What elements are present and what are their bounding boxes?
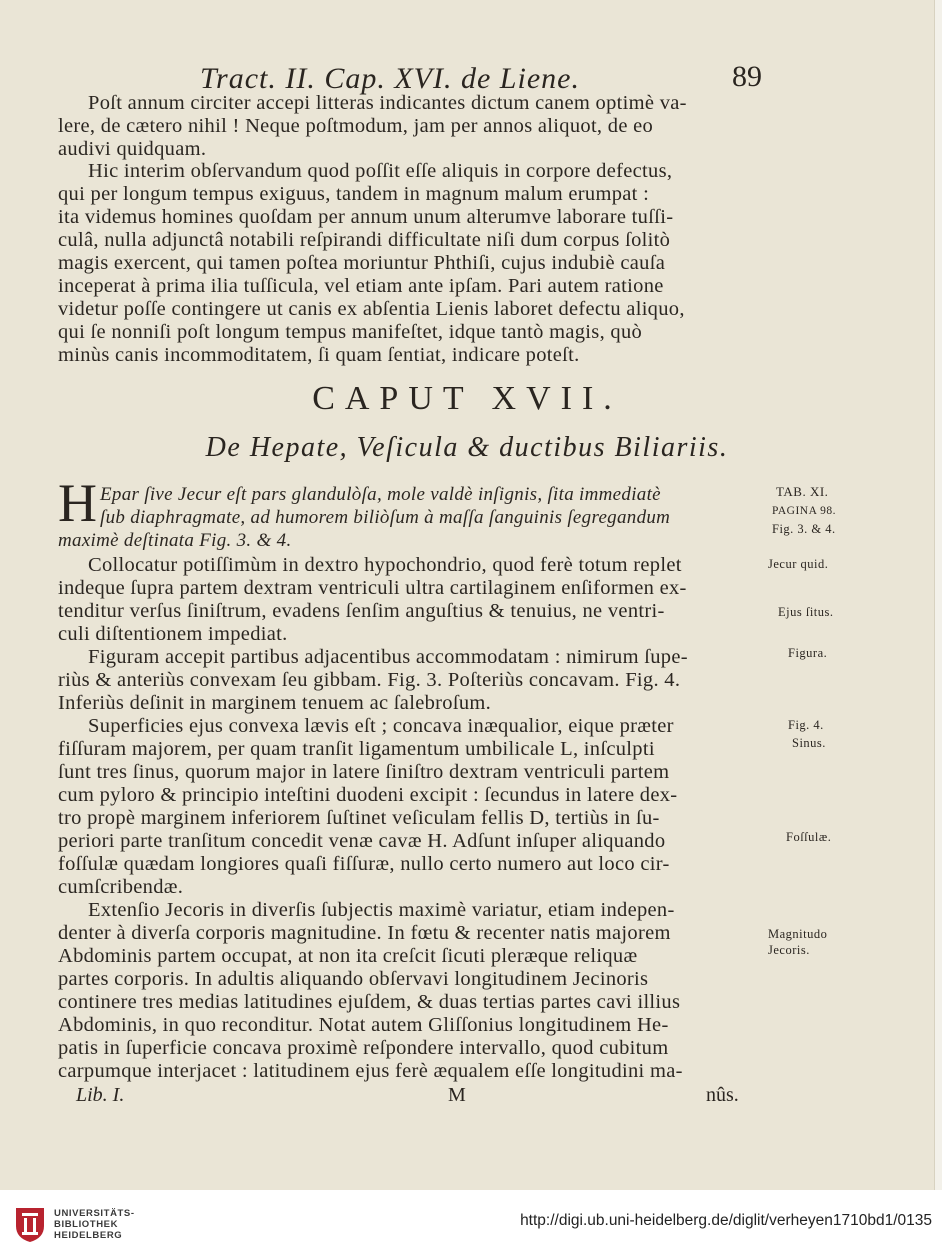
margin-note: Fig. 3. & 4.	[772, 522, 836, 536]
library-name-line2[interactable]: BIBLIOTHEK	[54, 1219, 119, 1230]
footer-catchword: nûs.	[706, 1084, 739, 1106]
page-number: 89	[732, 60, 762, 93]
footer-liber: Lib. I.	[76, 1084, 125, 1106]
text-line: Superficies ejus convexa lævis eſt ; concava inæqualior, eique præter	[88, 715, 674, 737]
library-name-line3[interactable]: HEIDELBERG	[54, 1230, 123, 1241]
text-line: tenditur verſus ſiniſtrum, evadens ſenſim anguſtius & tenuius, ne ventri-	[58, 600, 665, 622]
text-line: qui per longum tempus exiguus, tandem in magnum malum erumpat :	[58, 183, 650, 205]
text-line: cum pyloro & principio inteſtini duodeni excipit : ſecundus in latere dex-	[58, 784, 678, 806]
text-line: Poſt annum circiter accepi litteras indicantes dictum canem optimè va-	[88, 92, 687, 114]
text-line: partes corporis. In adultis aliquando obſervavi longitudinem Jecinoris	[58, 968, 649, 990]
text-line: qui ſe nonniſi poſt longum tempus manifeſtet, idque tantò magis, quò	[58, 321, 643, 343]
footer-signature: M	[448, 1084, 466, 1106]
text-line: carpumque interjacet : latitudinem ejus ferè æqualem eſſe longitudini ma-	[58, 1060, 683, 1082]
permalink-url[interactable]: http://digi.ub.uni-heidelberg.de/diglit/verheyen1710bd1/0135	[520, 1212, 932, 1229]
text-line: Collocatur potiſſimùm in dextro hypochondrio, quod ferè totum replet	[88, 554, 682, 576]
margin-note: PAGINA 98.	[772, 505, 837, 517]
italic-line: Epar ſive Jecur eſt pars glandulòſa, mole valdè inſignis, ſita immediatè	[100, 484, 661, 505]
margin-note: Jecoris.	[768, 943, 810, 957]
text-line: magis exercent, qui tamen poſtea moriuntur Phthiſi, cujus indubiè cauſa	[58, 252, 666, 274]
margin-note: Sinus.	[792, 736, 826, 750]
text-line: riùs & anteriùs convexam ſeu gibbam. Fig. 3. Poſteriùs concavam. Fig. 4.	[58, 669, 681, 691]
text-line: ſunt tres ſinus, quorum major in latere ſiniſtro dextram ventriculi partem	[58, 761, 670, 783]
margin-note: Jecur quid.	[768, 557, 829, 571]
text-line: fiſſuram majorem, per quam tranſit ligamentum umbilicale L, inſculpti	[58, 738, 655, 760]
italic-line: maximè deſtinata Fig. 3. & 4.	[58, 530, 292, 551]
text-line: indeque ſupra partem dextram ventriculi ultra cartilaginem enſiformen ex-	[58, 577, 687, 599]
running-title: Tract. II. Cap. XVI. de Liene.	[200, 62, 580, 95]
chapter-heading: CAPUT XVII.	[312, 380, 622, 417]
text-line: audivi quidquam.	[58, 138, 207, 160]
text-line: minùs canis incommoditatem, ſi quam ſentiat, indicare poteſt.	[58, 344, 580, 366]
library-name-line1[interactable]: UNIVERSITÄTS-	[54, 1208, 135, 1219]
italic-line: ſub diaphragmate, ad humorem biliòſum à maſſa ſanguinis ſegregandum	[100, 507, 671, 528]
text-line: denter à diverſa corporis magnitudine. In fœtu & recenter natis majorem	[58, 922, 671, 944]
text-line: Hic interim obſervandum quod poſſit eſſe aliquis in corpore defectus,	[88, 160, 673, 182]
text-line: cumſcribendæ.	[58, 876, 184, 898]
margin-note: Fig. 4.	[788, 718, 824, 732]
text-line: tro propè marginem inferiorem ſuſtinet veſiculam fellis D, tertiùs in ſu-	[58, 807, 660, 829]
university-seal-icon[interactable]	[12, 1204, 48, 1244]
text-line: culi diſtentionem impediat.	[58, 623, 288, 645]
text-line: culâ, nulla adjunctâ notabili reſpirandi difficultate niſi dum corpus ſolitò	[58, 229, 671, 251]
chapter-subtitle: De Hepate, Veſicula & ductibus Biliariis.	[205, 432, 729, 463]
text-line: ita videmus homines quoſdam per annum unum alterumve laborare tuſſi-	[58, 206, 674, 228]
text-line: patis in ſuperficie concava proximè reſpondere intervallo, quod cubitum	[58, 1037, 669, 1059]
text-line: Abdominis, in quo reconditur. Notat autem Gliſſonius longitudinem He-	[58, 1014, 669, 1036]
text-line: Extenſio Jecoris in diverſis ſubjectis maximè variatur, etiam indepen-	[88, 899, 675, 921]
drop-capital: H	[58, 473, 97, 533]
text-line: Figuram accepit partibus adjacentibus accommodatam : nimirum ſupe-	[88, 646, 688, 668]
text-line: Abdominis partem occupat, at non ita creſcit ſicuti pleræque reliquæ	[58, 945, 638, 967]
text-line: continere tres medias latitudines ejuſdem, & duas tertias partes cavi illius	[58, 991, 681, 1013]
margin-note: Foſſulæ.	[786, 830, 832, 844]
text-line: Inferiùs deſinit in marginem tenuem ac ſalebroſum.	[58, 692, 492, 714]
text-line: videtur poſſe contingere ut canis ex abſentia Lienis laboret defectu aliquo,	[58, 298, 685, 320]
margin-note: Figura.	[788, 646, 828, 660]
text-line: foſſulæ quædam longiores quaſi fiſſuræ, nullo certo numero aut loco cir-	[58, 853, 670, 875]
margin-note: TAB. XI.	[776, 484, 829, 499]
text-line: lere, de cætero nihil ! Neque poſtmodum, jam per annos aliquot, de eo	[58, 115, 654, 137]
text-line: inceperat à prima ilia tuſſicula, vel etiam ante ipſam. Pari autem ratione	[58, 275, 664, 297]
text-line: periori parte tranſitum concedit venæ cavæ H. Adſunt inſuper aliquando	[58, 830, 666, 852]
viewer-footer-bar	[0, 1190, 942, 1259]
margin-note: Magnitudo	[768, 927, 828, 941]
margin-note: Ejus ſitus.	[778, 605, 834, 619]
